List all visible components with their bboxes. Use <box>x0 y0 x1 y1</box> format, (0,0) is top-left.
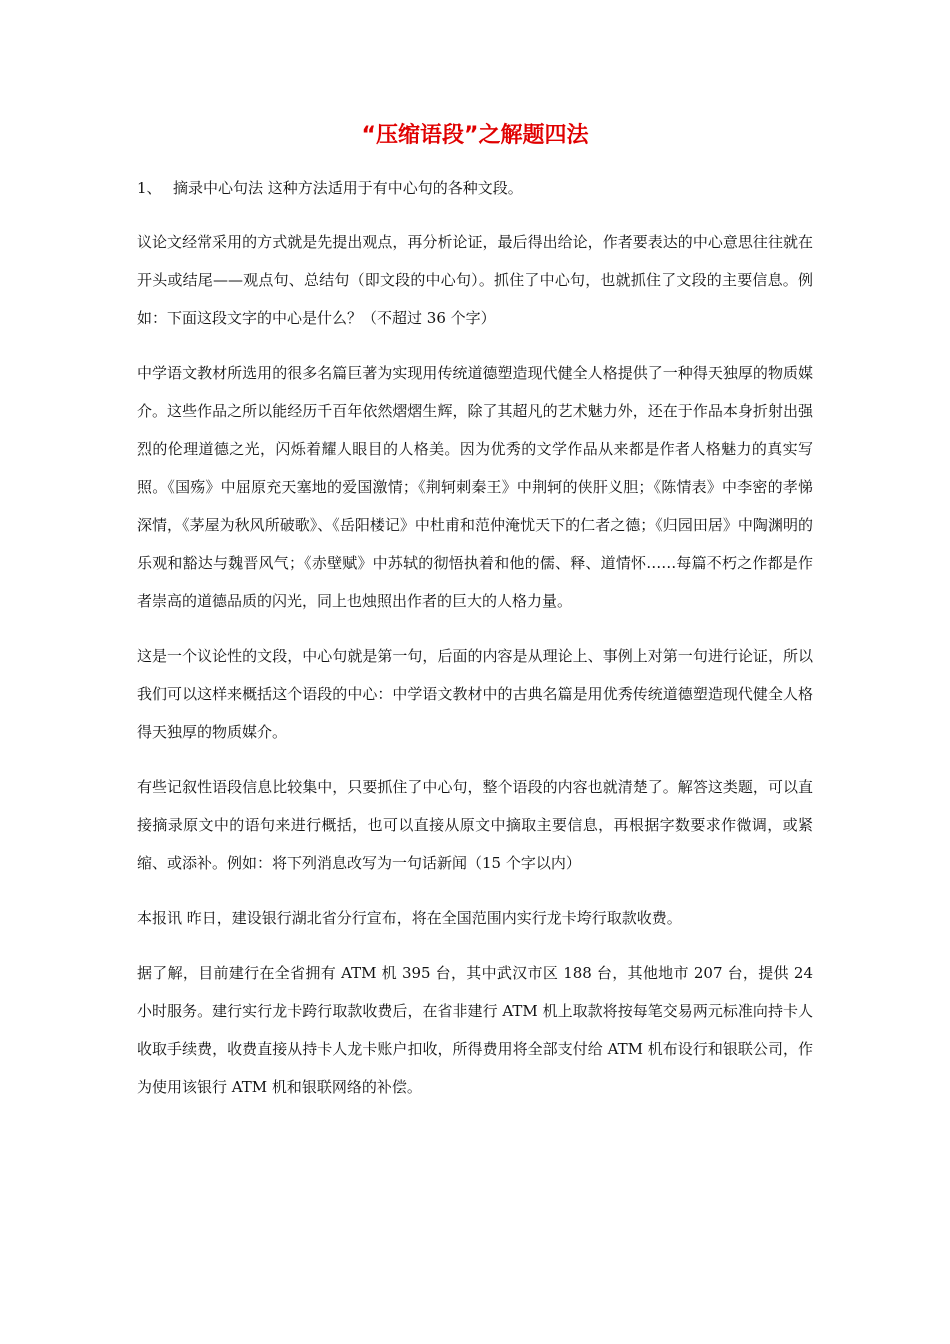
section-heading-text: 摘录中心句法 这种方法适用于有中心句的各种文段。 <box>173 179 523 197</box>
paragraph-news-lead: 本报讯 昨日，建设银行湖北省分行宣布，将在全国范围内实行龙卡垮行取款收费。 <box>137 909 682 927</box>
paragraph-narrative-method: 有些记叙性语段信息比较集中，只要抓住了中心句，整个语段的内容也就清楚了。解答这类题，可以直接摘录原文中的语句来进行概括，也可以直接从原文中摘取主要信息，再根据字数要求作微调，或紧缩、或添补。例如：将下列消息改写为一句话新闻（15 个字以内） <box>137 778 813 872</box>
paragraph-example-text: 中学语文教材所选用的很多名篇巨著为实现用传统道德塑造现代健全人格提供了一种得天独厚的物质媒介。这些作品之所以能经历千百年依然熠熠生辉，除了其超凡的艺术魅力外，还在于作品本身折射出强烈的伦理道德之光，闪烁着耀人眼目的人格美。因为优秀的文学作品从来都是作者人格魅力的真实写照。《国殇》中屈原充天塞地的爱国激情；《荆轲刺秦王》中荆轲的侠肝义胆；《陈情表》中李密的孝悌深情，《茅屋为秋风所破歌》、《岳阳楼记》中杜甫和范仲淹忧天下的仁者之德；《归园田居》中陶渊明的乐观和豁达与魏晋风气；《赤壁赋》中苏轼的彻悟执着和他的儒、释、道情怀……每篇不朽之作都是作者崇高的道德品质的闪光，同上也烛照出作者的巨大的人格力量。 <box>137 364 813 610</box>
document-body <box>137 169 813 1106</box>
document-title: “压缩语段”之解题四法 <box>361 123 589 148</box>
paragraph-analysis: 这是一个议论性的文段，中心句就是第一句，后面的内容是从理论上、事例上对第一句进行论证，所以我们可以这样来概括这个语段的中心：中学语文教材中的古典名篇是用优秀传统道德塑造现代健全人格得天独厚的物质媒介。 <box>137 647 813 741</box>
section-heading <box>137 169 813 207</box>
paragraph-news-body: 据了解，目前建行在全省拥有 ATM 机 395 台，其中武汉市区 188 台，其他地市 207 台，提供 24 小时服务。建行实行龙卡跨行取款收费后，在省非建行 ATM 机上取款将按每笔交易两元标准向持卡人收取手续费，收费直接从持卡人龙卡账户扣收，所得费用将全部支付给 ATM 机布设行和银联公司，作为使用该银行 ATM 机和银联网络的补偿。 <box>137 964 813 1096</box>
section-number: 1、 <box>137 179 162 197</box>
paragraph-intro: 议论文经常采用的方式就是先提出观点，再分析论证，最后得出给论，作者要表达的中心意思往往就在开头或结尾——观点句、总结句（即文段的中心句）。抓住了中心句，也就抓住了文段的主要信息。例如：下面这段文字的中心是什么？（不超过 36 个字） <box>137 233 813 327</box>
